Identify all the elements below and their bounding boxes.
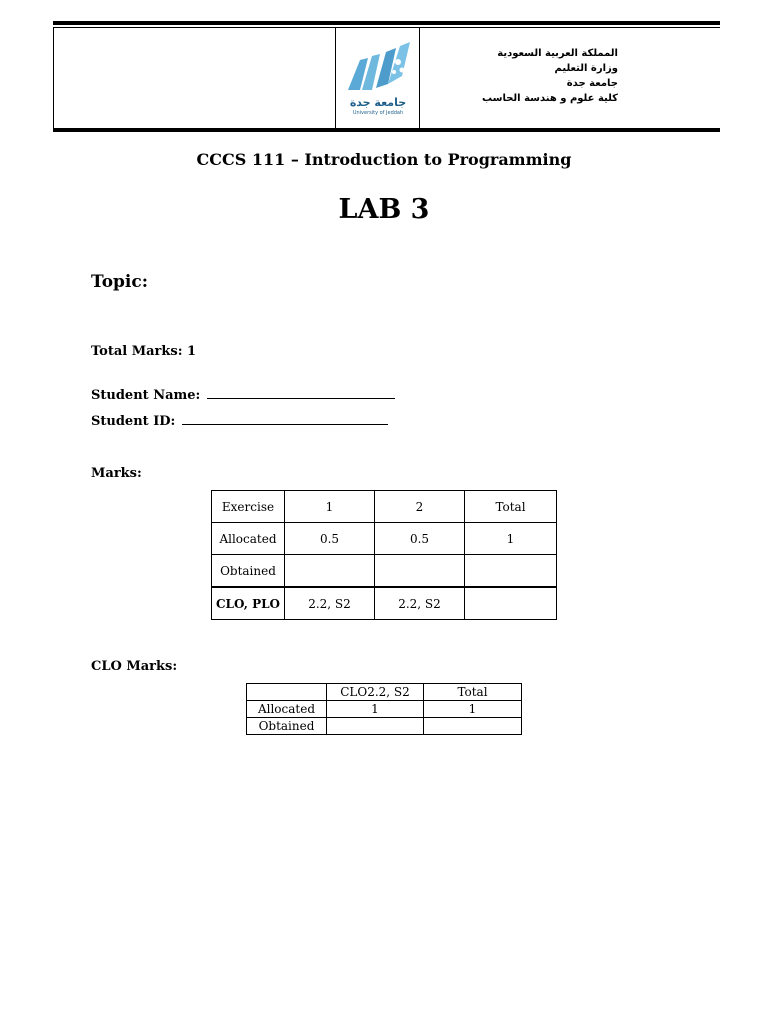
obtained-cell[interactable] bbox=[465, 555, 557, 588]
table-row bbox=[247, 701, 522, 718]
clo-table bbox=[246, 683, 522, 735]
table-cell: CLO, PLO bbox=[212, 587, 285, 620]
table-cell: 0.5 bbox=[285, 523, 375, 555]
arabic-line-ministry: وزارة التعليم bbox=[554, 63, 618, 74]
student-id-blank[interactable] bbox=[182, 414, 388, 425]
table-cell: Obtained bbox=[212, 555, 285, 588]
obtained-cell[interactable] bbox=[285, 555, 375, 588]
table-cell: Obtained bbox=[247, 718, 327, 735]
table-row bbox=[247, 684, 522, 701]
student-name-blank[interactable] bbox=[207, 388, 395, 399]
obtained-cell[interactable] bbox=[424, 718, 522, 735]
logo-english-name: University of Jeddah bbox=[352, 110, 404, 116]
arabic-header-text bbox=[418, 46, 618, 106]
table-cell: 1 bbox=[424, 701, 522, 718]
total-marks: Total Marks: 1 bbox=[91, 344, 197, 359]
arabic-line-university: جامعة جدة bbox=[566, 78, 618, 89]
table-row bbox=[212, 555, 557, 588]
logo-arabic-name: جامعة جدة bbox=[349, 96, 407, 109]
table-cell: Total bbox=[424, 684, 522, 701]
student-id-row bbox=[91, 414, 388, 429]
table-cell: 1 bbox=[465, 523, 557, 555]
table-cell: 2.2, S2 bbox=[375, 587, 465, 620]
header-top-rule bbox=[53, 21, 720, 25]
table-cell: Total bbox=[465, 491, 557, 523]
arabic-line-college: كلية علوم و هندسة الحاسب bbox=[482, 93, 618, 104]
topic-label: Topic: bbox=[91, 272, 149, 292]
obtained-cell[interactable] bbox=[375, 555, 465, 588]
table-cell bbox=[465, 587, 557, 620]
table-row bbox=[212, 491, 557, 523]
obtained-cell[interactable] bbox=[327, 718, 424, 735]
lab-title: LAB 3 bbox=[338, 194, 430, 225]
course-title: CCCS 111 – Introduction to Programming bbox=[196, 150, 572, 169]
table-cell: Allocated bbox=[247, 701, 327, 718]
table-cell: Allocated bbox=[212, 523, 285, 555]
table-cell bbox=[247, 684, 327, 701]
marks-label: Marks: bbox=[91, 466, 142, 481]
student-id-label: Student ID: bbox=[91, 414, 176, 429]
clo-marks-label: CLO Marks: bbox=[91, 659, 178, 674]
logo-cell bbox=[335, 28, 420, 128]
table-row bbox=[212, 587, 557, 620]
table-cell: 0.5 bbox=[375, 523, 465, 555]
university-logo bbox=[342, 38, 414, 118]
table-row bbox=[247, 718, 522, 735]
student-name-label: Student Name: bbox=[91, 388, 201, 403]
table-cell: CLO2.2, S2 bbox=[327, 684, 424, 701]
marks-table bbox=[211, 490, 557, 620]
table-cell: Exercise bbox=[212, 491, 285, 523]
table-cell: 2 bbox=[375, 491, 465, 523]
table-cell: 1 bbox=[327, 701, 424, 718]
table-cell: 2.2, S2 bbox=[285, 587, 375, 620]
header-bottom-rule bbox=[53, 128, 720, 132]
table-cell: 1 bbox=[285, 491, 375, 523]
student-name-row bbox=[91, 388, 395, 403]
arabic-line-kingdom: المملكة العربية السعودية bbox=[497, 48, 618, 59]
table-row bbox=[212, 523, 557, 555]
